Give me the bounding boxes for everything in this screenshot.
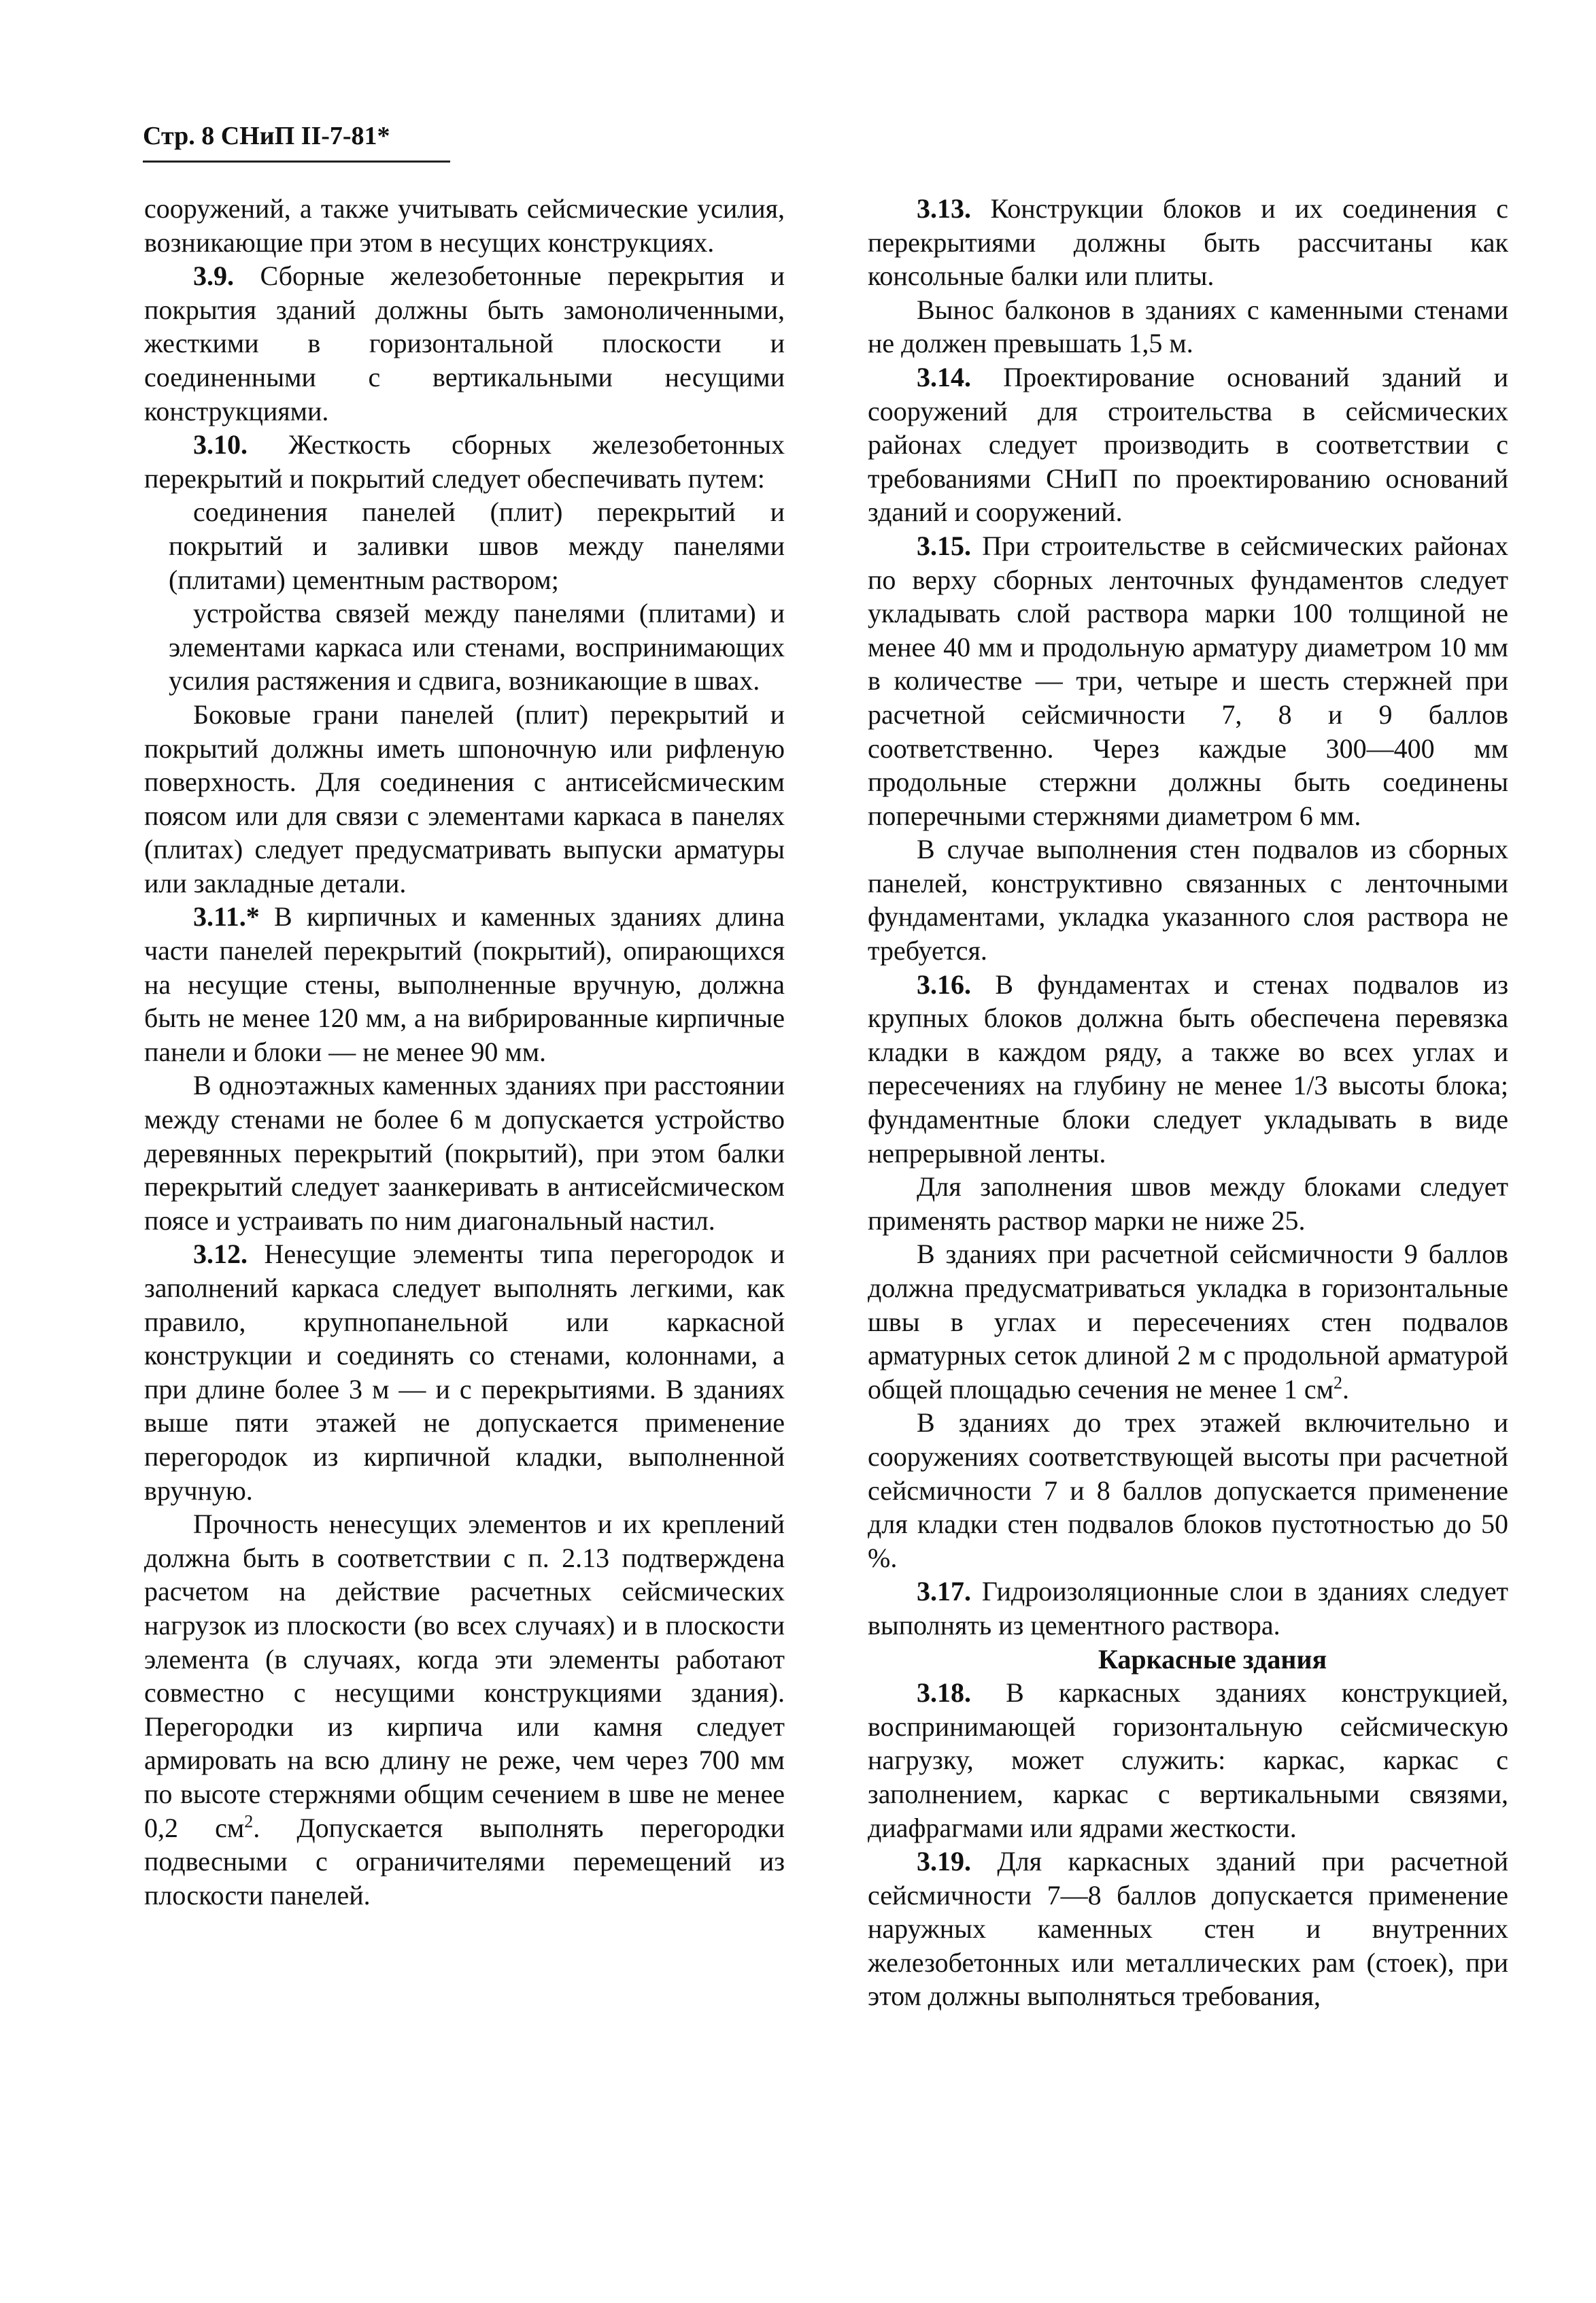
list-item	[144, 495, 785, 596]
paragraph-text: Для каркасных зданий при расчетной сейсмичности 7—8 баллов допускается применение наружных каменных стен и внутренних железобетонных или металлических рам (стоек), при этом должны выполняться требования,	[868, 1846, 1509, 2012]
clause-number: 3.11.*	[193, 901, 260, 932]
clause-number: 3.13.	[917, 193, 971, 224]
paragraph-text: Прочность ненесущих элементов и их креплений должна быть в соответствии с п. 2.13 подтверждена расчетом на действие расчетных сейсмических нагрузок из плоскости (во всех случаях) и в плоскости элемента (в случаях, когда эти элементы работают совместно с несущими конструкциями здания). Перегородки из кирпича или камня следует армировать на всю длину не реже, чем через 700 мм по высоте стержнями общим сечением в шве не менее 0,2 см	[144, 1509, 785, 1843]
paragraph	[868, 293, 1508, 360]
paragraph-text: Конструкции блоков и их соединения с перекрытиями должны быть рассчитаны как консольные балки или плиты.	[868, 193, 1508, 292]
paragraph-text: Боковые грани панелей (плит) перекрытий и покрытий должны иметь шпоночную или рифленую поверхность. Для соединения с антисейсмическим поясом или для связи с элементами каркаса в панелях (плитах) следует предусматривать выпуски арматуры или закладные детали.	[144, 699, 785, 898]
clause-number: 3.16.	[917, 969, 971, 1000]
paragraph-text: Проектирование оснований зданий и сооружений для строительства в сейсмических районах следует производить в соответствии с требованиями СНиП по проектированию оснований зданий и сооружений.	[868, 361, 1508, 528]
left-column	[144, 192, 785, 1912]
clause-number: 3.15.	[917, 530, 971, 561]
paragraph	[868, 1170, 1508, 1237]
paragraph-text: Гидроизоляционные слои в зданиях следует выполнять из цементного раствора.	[868, 1576, 1509, 1641]
clause-number: 3.12.	[193, 1239, 248, 1270]
paragraph-text: В случае выполнения стен подвалов из сборных панелей, конструктивно связанных с ленточными фундаментами, укладка указанного слоя раствора не требуется.	[868, 834, 1508, 966]
paragraph	[144, 1507, 785, 1912]
clause-number: 3.10.	[193, 429, 248, 460]
paragraph-text: При строительстве в сейсмических районах по верху сборных ленточных фундаментов следует укладывать слой раствора марки 100 толщиной не менее 40 мм и продольную арматуру диаметром 10 мм в количестве — три, четыре и шесть стержней при расчетной сейсмичности 7, 8 и 9 баллов соответственно. Через каждые 300—400 мм продольные стержни должны быть соединены поперечными стержнями диаметром 6 мм.	[868, 530, 1509, 831]
paragraph-text: Ненесущие элементы типа перегородок и заполнений каркаса следует выполнять легкими, как правило, крупнопанельной или каркасной конструкции и соединять со стенами, колоннами, а при длине более 3 м — и с перекрытиями. В зданиях выше пяти этажей не допускается применение перегородок из кирпичной кладки, выполненной вручную.	[144, 1239, 785, 1506]
paragraph-text: сооружений, а также учитывать сейсмические усилия, возникающие при этом в несущих конструкциях.	[144, 193, 785, 258]
section-title: Каркасные здания	[1098, 1643, 1327, 1675]
paragraph-text: В зданиях до трех этажей включительно и сооружениях соответствующей высоты при расчетной сейсмичности 7 и 8 баллов допускается применение для кладки стен подвалов блоков пустотностью до 50 %.	[868, 1407, 1508, 1573]
paragraph-text: Вынос балконов в зданиях с каменными стенами не должен превышать 1,5 м.	[868, 294, 1508, 359]
paragraph-text: Для заполнения швов между блоками следует применять раствор марки не ниже 25.	[868, 1171, 1508, 1236]
clause-3-15	[868, 529, 1508, 833]
list-item	[144, 596, 785, 698]
paragraph-text: Сборные железобетонные перекрытия и покрытия зданий должны быть замоноличенными, жесткими в горизонтальной плоскости и соединенными с вертикальными несущими конструкциями.	[144, 260, 785, 426]
paragraph	[868, 833, 1508, 967]
clause-number: 3.18.	[917, 1677, 971, 1709]
right-column	[868, 192, 1508, 2013]
fraction: 1/3	[1293, 1070, 1328, 1101]
clause-number: 3.9.	[193, 260, 234, 292]
clause-3-19	[868, 1845, 1508, 2013]
paragraph	[144, 192, 785, 259]
paragraph	[868, 1406, 1508, 1575]
header-underline	[143, 161, 450, 163]
paragraph-text: устройства связей между панелями (плитами) и элементами каркаса или стенами, воспринимающих усилия растяжения и сдвига, возникающие в швах.	[169, 598, 785, 696]
clause-3-17	[868, 1575, 1508, 1642]
clause-3-14	[868, 360, 1508, 529]
clause-3-12	[144, 1237, 785, 1507]
paragraph	[144, 1069, 785, 1237]
paragraph-text: В каркасных зданиях конструкцией, воспринимающей горизонтальную сейсмическую нагрузку, может служить: каркас, каркас с заполнением, каркас с вертикальными связями, диафрагмами или ядрами жесткости.	[868, 1677, 1508, 1843]
clause-3-13	[868, 192, 1508, 293]
paragraph	[144, 698, 785, 901]
superscript: 2	[244, 1811, 254, 1832]
paragraph	[868, 1237, 1508, 1406]
clause-number: 3.14.	[917, 361, 971, 392]
page-header: Стр. 8 СНиП II-7-81*	[143, 122, 390, 150]
paragraph-text: Жесткость сборных железобетонных перекрытий и покрытий следует обеспечивать путем:	[144, 429, 785, 494]
paragraph-text: В зданиях при расчетной сейсмичности 9 баллов должна предусматриваться укладка в горизонтальные швы в углах и пересечениях стен подвалов арматурных сеток длиной 2 м с продольной арматурой общей площадью сечения не менее 1 см	[868, 1239, 1508, 1405]
paragraph-text: В одноэтажных каменных зданиях при расстоянии между стенами не более 6 м допускается устройство деревянных перекрытий (покрытий), при этом балки перекрытий следует заанкеривать в антисейсмическом поясе и устраивать по ним диагональный настил.	[144, 1070, 785, 1236]
clause-3-10	[144, 428, 785, 495]
paragraph-text: .	[1342, 1373, 1349, 1405]
paragraph-text: высоты блока; фундаментные блоки следует укладывать в виде непрерывной ленты.	[868, 1070, 1509, 1169]
clause-number: 3.19.	[917, 1846, 971, 1877]
superscript: 2	[1334, 1373, 1342, 1393]
clause-number: 3.17.	[917, 1576, 971, 1607]
clause-3-9	[144, 259, 785, 428]
paragraph-text: . Допускается выполнять перегородки подвесными с ограничителями перемещений из плоскости панелей.	[144, 1812, 785, 1911]
paragraph-text: соединения панелей (плит) перекрытий и покрытий и заливки швов между панелями (плитами) цементным раствором;	[169, 497, 785, 595]
clause-3-18	[868, 1676, 1508, 1845]
clause-3-16	[868, 968, 1508, 1171]
paragraph-text: В кирпичных и каменных зданиях длина части панелей перекрытий (покрытий), опирающихся на несущие стены, выполненные вручную, должна быть не менее 120 мм, а на вибрированные кирпичные панели и блоки — не менее 90 мм.	[144, 901, 785, 1067]
clause-3-11	[144, 900, 785, 1069]
paragraph-text: В фундаментах и стенах подвалов из крупных блоков должна быть обеспечена перевязка кладки в каждом ряду, а также во всех углах и пересечениях на глубину не менее	[868, 969, 1508, 1101]
